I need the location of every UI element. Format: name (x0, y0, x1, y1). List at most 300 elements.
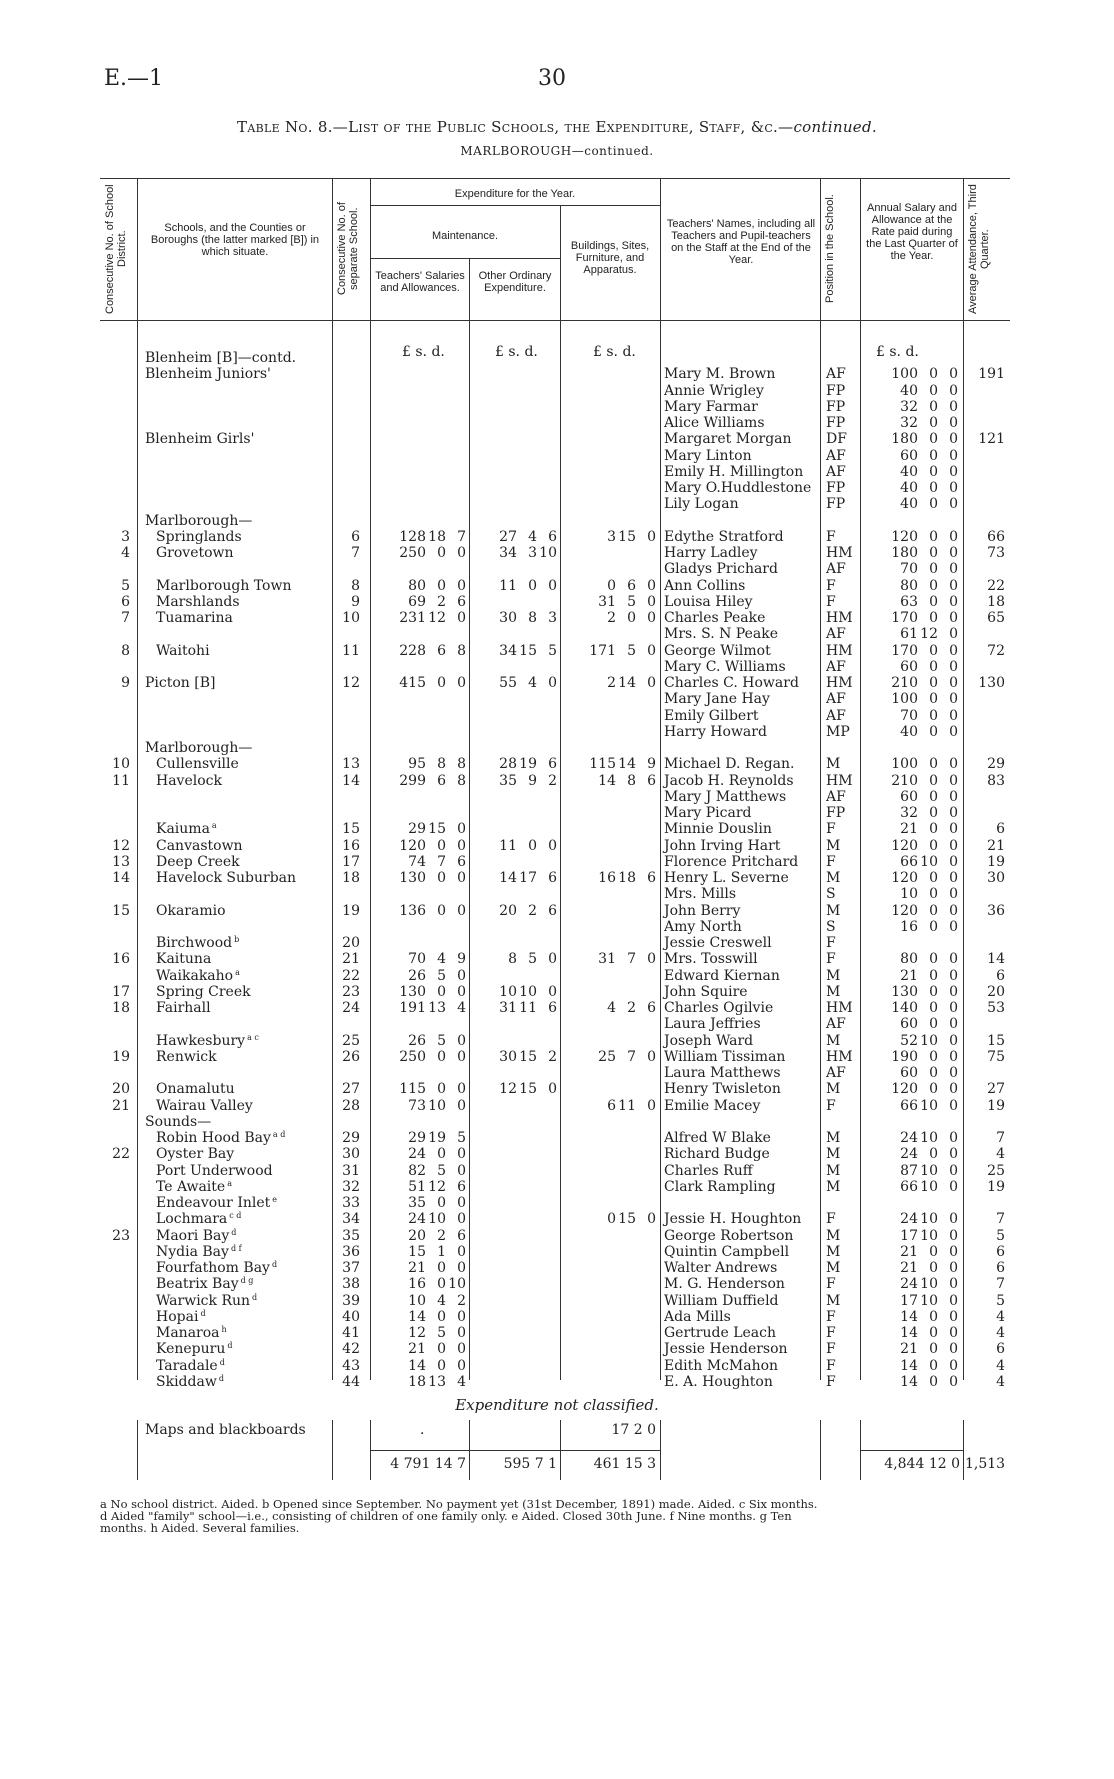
school-number: 18 (342, 870, 360, 886)
annual-salary: 14 0 0 (900, 1357, 958, 1374)
other-expenditure: 28 19 6 (499, 756, 557, 773)
attendance: 4 (996, 1308, 1005, 1325)
school-number: 40 (342, 1308, 360, 1325)
district-number: 11 (112, 772, 130, 789)
other-expenditure: 11 0 0 (499, 837, 557, 854)
annual-salary: 120 0 0 (891, 837, 958, 854)
other-expenditure: 27 4 6 (499, 528, 557, 545)
teacher-name: Michael D. Regan. (664, 756, 795, 773)
school-name: Sounds— (145, 1113, 212, 1130)
annual-salary: 66 10 0 (900, 853, 958, 870)
teachers-salaries: 74 7 6 (408, 853, 466, 870)
teacher-name: Mrs. Tosswill (664, 951, 758, 968)
position: DF (826, 431, 847, 448)
school-name: Havelock (156, 772, 222, 789)
teachers-salaries: 80 0 0 (408, 577, 466, 594)
lsd-header: £ s. d. (876, 344, 919, 360)
col-teachers-names: Teachers' Names, including all Teachers and Pupil-teachers on the Staff at the End of the Year. (666, 218, 816, 266)
col-divider (820, 178, 821, 320)
attendance: 7 (996, 1276, 1005, 1293)
district-number: 15 (112, 902, 130, 919)
buildings-expenditure: 2 0 0 (607, 610, 656, 626)
position: M (826, 837, 841, 854)
district-number: 4 (121, 545, 130, 561)
school-name: Kaituna (156, 951, 212, 968)
position: M (826, 1227, 841, 1244)
teacher-name: Mary Picard (664, 805, 752, 821)
annual-salary: 87 10 0 (900, 1162, 958, 1179)
annual-salary: 40 0 0 (900, 496, 958, 513)
footnote-marker: d g (240, 1276, 254, 1286)
annual-salary: 17 10 0 (900, 1227, 958, 1244)
school-number: 12 (342, 675, 360, 691)
attendance: 7 (996, 1130, 1005, 1146)
teacher-name: Quintin Campbell (664, 1243, 790, 1260)
footnote-marker: d f (230, 1243, 242, 1253)
col-attendance: Average Attendance, Third Quarter. (967, 184, 991, 314)
attendance: 19 (987, 1178, 1005, 1195)
annual-salary: 14 0 0 (900, 1308, 958, 1325)
attendance: 4 (996, 1373, 1005, 1390)
annual-salary: 60 0 0 (900, 658, 958, 675)
teacher-name: Mary Linton (664, 447, 752, 464)
table-subtitle: MARLBOROUGH—continued. (460, 144, 654, 158)
teacher-name: Mary C. Williams (664, 658, 786, 675)
footnote-line: months. h Aided. Several families. (100, 1521, 300, 1535)
teachers-salaries: 250 0 0 (399, 1048, 466, 1065)
other-expenditure: 34 3 10 (499, 545, 557, 561)
attendance: 22 (987, 577, 1005, 594)
teachers-salaries: 10 4 2 (408, 1292, 466, 1309)
col-divider (660, 178, 661, 320)
teachers-salaries: 18 13 4 (408, 1373, 466, 1390)
maps-buildings: 17 2 0 (611, 1422, 656, 1438)
teacher-name: Margaret Morgan (664, 431, 792, 448)
annual-salary: 40 0 0 (900, 463, 958, 480)
col-expenditure: Expenditure for the Year. (454, 188, 576, 200)
position: AF (826, 366, 846, 383)
lsd-header: £ s. d. (495, 344, 538, 360)
position: AF (826, 658, 846, 675)
position: M (826, 1178, 841, 1195)
col-divider (963, 1420, 964, 1480)
school-number: 35 (342, 1227, 360, 1244)
district-number: 5 (121, 577, 130, 594)
school-number: 19 (342, 902, 360, 919)
footnotes (100, 1498, 1010, 1534)
annual-salary: 170 0 0 (891, 610, 958, 626)
attendance: 6 (996, 1260, 1005, 1276)
position: FP (826, 496, 846, 513)
school-name: Marlborough Town (156, 577, 292, 594)
teacher-name: Jacob H. Reynolds (664, 772, 794, 789)
teacher-name: Gladys Prichard (664, 561, 778, 578)
district-number: 14 (112, 870, 130, 886)
teacher-name: George Robertson (664, 1227, 794, 1244)
position: HM (826, 772, 853, 789)
position: M (826, 1243, 841, 1260)
position: M (826, 1162, 841, 1179)
footnote-line: a No school district. Aided. b Opened since September. No payment yet (31st December, 1891) made. Aided. c Six months. (100, 1497, 818, 1511)
maps-other: . (420, 1422, 425, 1438)
annual-salary: 120 0 0 (891, 528, 958, 545)
annual-salary: 40 0 0 (900, 480, 958, 496)
other-expenditure: 55 4 0 (499, 675, 557, 691)
teachers-salaries: 24 0 0 (408, 1146, 466, 1163)
annual-salary: 14 0 0 (900, 1325, 958, 1341)
position: AF (826, 561, 846, 578)
position: AF (826, 447, 846, 464)
district-number: 7 (121, 610, 130, 626)
school-number: 22 (342, 967, 360, 984)
col-divider (820, 1420, 821, 1480)
teachers-salaries: 29 19 5 (408, 1130, 466, 1146)
district-number: 3 (121, 528, 130, 545)
position: HM (826, 1000, 853, 1016)
attendance: 29 (987, 756, 1005, 773)
school-name: Fairhall (156, 1000, 211, 1016)
school-number: 15 (342, 821, 360, 838)
col-position: Position in the School. (824, 194, 836, 304)
annual-salary: 40 0 0 (900, 723, 958, 740)
teacher-name: Alice Williams (664, 415, 765, 431)
teacher-name: George Wilmot (664, 642, 771, 659)
teachers-salaries: 26 5 0 (408, 967, 466, 984)
position: AF (826, 788, 846, 805)
annual-salary: 52 10 0 (900, 1032, 958, 1049)
annual-salary: 80 0 0 (900, 577, 958, 594)
teacher-name: Mary J Matthews (664, 788, 787, 805)
buildings-expenditure: 6 11 0 (607, 1097, 656, 1114)
col-annual-salary: Annual Salary and Allowance at the Rate paid during the Last Quarter of the Year. (866, 202, 958, 262)
annual-salary: 80 0 0 (900, 951, 958, 968)
footnote-marker: a (235, 967, 240, 977)
position: AF (826, 463, 846, 480)
teachers-salaries: 73 10 0 (408, 1097, 466, 1114)
col-divider (560, 320, 561, 1380)
teacher-name: Emily H. Millington (664, 463, 804, 480)
other-expenditure: 8 5 0 (508, 951, 557, 968)
position: FP (826, 805, 846, 821)
buildings-expenditure: 171 5 0 (589, 642, 656, 659)
attendance: 15 (987, 1032, 1005, 1049)
position: F (826, 1097, 836, 1114)
attendance: 7 (996, 1211, 1005, 1228)
other-expenditure: 11 0 0 (499, 577, 557, 594)
school-number: 6 (351, 528, 360, 545)
school-number: 43 (342, 1357, 360, 1374)
teachers-salaries: 51 12 6 (408, 1178, 466, 1195)
teacher-name: Minnie Douslin (664, 821, 772, 838)
annual-salary: 21 0 0 (900, 1341, 958, 1358)
lsd-header: £ s. d. (593, 344, 636, 360)
buildings-expenditure: 0 15 0 (607, 1211, 656, 1228)
teachers-salaries: 299 6 8 (399, 772, 466, 789)
annual-salary: 32 0 0 (900, 415, 958, 431)
maintenance-rule (370, 258, 560, 259)
school-name: Springlands (156, 528, 242, 545)
school-name: Kaiuma (156, 821, 210, 838)
position: HM (826, 642, 853, 659)
school-name: Warwick Run (156, 1292, 251, 1309)
teachers-salaries: 415 0 0 (399, 675, 466, 691)
total-buildings: 461 15 3 (593, 1456, 656, 1472)
school-name: Marlborough— (145, 740, 253, 756)
attendance: 4 (996, 1357, 1005, 1374)
footnote-marker: a (227, 1178, 232, 1188)
buildings-expenditure: 115 14 9 (589, 756, 656, 773)
annual-salary: 100 0 0 (891, 691, 958, 708)
school-number: 24 (342, 1000, 360, 1016)
district-number: 21 (112, 1097, 130, 1114)
teacher-name: Louisa Hiley (664, 593, 753, 610)
position: FP (826, 480, 846, 496)
other-expenditure: 35 9 2 (499, 772, 557, 789)
annual-salary: 63 0 0 (900, 593, 958, 610)
teachers-salaries: 21 0 0 (408, 1341, 466, 1358)
annual-salary: 60 0 0 (900, 1016, 958, 1033)
annual-salary: 17 10 0 (900, 1292, 958, 1309)
attendance: 5 (996, 1292, 1005, 1309)
buildings-expenditure: 2 14 0 (607, 675, 656, 691)
teachers-salaries: 128 18 7 (399, 528, 466, 545)
annual-salary: 21 0 0 (900, 821, 958, 838)
position: M (826, 870, 841, 886)
district-number: 12 (112, 837, 130, 854)
teachers-salaries: 20 2 6 (408, 1227, 466, 1244)
col-school-no: Consecutive No. of separate School. (336, 202, 360, 296)
col-divider (860, 178, 861, 320)
buildings-expenditure: 31 7 0 (598, 951, 656, 968)
teachers-salaries: 16 0 10 (408, 1276, 466, 1293)
school-number: 10 (342, 610, 360, 626)
position: HM (826, 610, 853, 626)
annual-salary: 190 0 0 (891, 1048, 958, 1065)
teacher-name: Mary Jane Hay (664, 691, 770, 708)
position: F (826, 853, 836, 870)
school-number: 13 (342, 756, 360, 773)
annual-salary: 66 10 0 (900, 1097, 958, 1114)
school-number: 28 (342, 1097, 360, 1114)
other-expenditure: 20 2 6 (499, 902, 557, 919)
position: S (826, 886, 836, 903)
teacher-name: Emily Gilbert (664, 707, 759, 724)
table-continued: —continued. (778, 118, 877, 136)
district-number: 20 (112, 1081, 130, 1098)
teacher-name: Henry L. Severne (664, 870, 789, 886)
report-code: E.—1 (104, 66, 164, 91)
position: F (826, 951, 836, 968)
teachers-salaries: 70 4 9 (408, 951, 466, 968)
attendance: 6 (996, 1341, 1005, 1358)
teachers-salaries: 130 0 0 (399, 983, 466, 1000)
school-name: Te Awaite (156, 1178, 226, 1195)
attendance: 14 (987, 951, 1005, 968)
school-number: 42 (342, 1341, 360, 1358)
footnote-marker: e (272, 1195, 277, 1204)
school-number: 44 (342, 1373, 360, 1390)
footnote-marker: d (252, 1292, 258, 1302)
col-divider (963, 320, 964, 1380)
school-number: 29 (342, 1130, 360, 1146)
school-name: Cullensville (156, 756, 239, 773)
teachers-salaries: 29 15 0 (408, 821, 466, 838)
school-name: Kenepuru (156, 1341, 226, 1358)
teacher-name: Henry Twisleton (664, 1081, 781, 1098)
teachers-salaries: 14 0 0 (408, 1357, 466, 1374)
teacher-name: Mrs. Mills (664, 886, 737, 903)
attendance: 25 (987, 1162, 1005, 1179)
buildings-expenditure: 3 15 0 (607, 528, 656, 545)
teacher-name: Charles Peake (664, 610, 766, 626)
col-divider (332, 178, 333, 320)
col-divider (370, 320, 371, 1380)
position: AF (826, 707, 846, 724)
other-expenditure: 30 15 2 (499, 1048, 557, 1065)
school-name: Beatrix Bay (156, 1276, 239, 1293)
school-number: 16 (342, 837, 360, 854)
school-name: Oyster Bay (156, 1146, 235, 1163)
position: F (826, 1308, 836, 1325)
school-number: 25 (342, 1032, 360, 1049)
other-expenditure: 34 15 5 (499, 642, 557, 659)
position: F (826, 1276, 836, 1293)
teacher-name: E. A. Houghton (664, 1373, 773, 1390)
position: M (826, 1081, 841, 1098)
position: FP (826, 415, 846, 431)
lsd-header: £ s. d. (402, 344, 445, 360)
attendance: 19 (987, 1097, 1005, 1114)
school-number: 37 (342, 1260, 360, 1276)
annual-salary: 14 0 0 (900, 1373, 958, 1390)
col-district-no: Consecutive No. of School District. (104, 184, 128, 314)
teacher-name: Richard Budge (664, 1146, 770, 1163)
position: M (826, 967, 841, 984)
footnote-marker: h (221, 1325, 227, 1334)
school-number: 20 (342, 935, 360, 951)
school-number: 9 (351, 593, 360, 610)
col-divider (332, 320, 333, 1380)
teacher-name: Jessie Creswell (664, 935, 772, 951)
buildings-expenditure: 25 7 0 (598, 1048, 656, 1065)
teachers-salaries: 228 6 8 (399, 642, 466, 659)
total-annual-salary: 4,844 12 0 (884, 1456, 960, 1472)
position: AF (826, 1065, 846, 1081)
teacher-name: Clark Rampling (664, 1178, 776, 1195)
attendance: 65 (987, 610, 1005, 626)
position: HM (826, 1048, 853, 1065)
school-name: Fourfathom Bay (156, 1260, 270, 1276)
school-name: Okaramio (156, 902, 226, 919)
school-number: 32 (342, 1178, 360, 1195)
school-name: Blenheim Girls' (145, 431, 255, 448)
position: AF (826, 691, 846, 708)
position: F (826, 935, 836, 951)
annual-salary: 32 0 0 (900, 805, 958, 821)
school-name: Wairau Valley (156, 1097, 253, 1114)
attendance: 19 (987, 853, 1005, 870)
teacher-name: Charles Ogilvie (664, 1000, 774, 1016)
district-number: 8 (121, 642, 130, 659)
teacher-name: Harry Howard (664, 723, 767, 740)
school-name: Canvastown (156, 837, 243, 854)
teachers-salaries: 191 13 4 (399, 1000, 466, 1016)
position: M (826, 756, 841, 773)
col-divider (469, 258, 470, 320)
teacher-name: M. G. Henderson (664, 1276, 785, 1293)
teacher-name: John Squire (664, 983, 748, 1000)
annual-salary: 120 0 0 (891, 902, 958, 919)
annual-salary: 16 0 0 (900, 918, 958, 935)
school-name: Maori Bay (156, 1227, 230, 1244)
position: S (826, 918, 836, 935)
school-name: Picton [B] (145, 675, 216, 691)
school-name: Robin Hood Bay (156, 1130, 271, 1146)
teacher-name: Emilie Macey (664, 1097, 761, 1114)
teacher-name: Gertrude Leach (664, 1325, 776, 1341)
school-number: 38 (342, 1276, 360, 1293)
school-name: Lochmara (156, 1211, 228, 1228)
footnote-marker: d (219, 1357, 225, 1367)
teacher-name: Harry Ladley (664, 545, 758, 561)
annual-salary: 66 10 0 (900, 1178, 958, 1195)
annual-salary: 21 0 0 (900, 967, 958, 984)
teachers-salaries: 14 0 0 (408, 1308, 466, 1325)
position: M (826, 1130, 841, 1146)
table-title (0, 118, 1114, 136)
teacher-name: Edward Kiernan (664, 967, 780, 984)
school-number: 14 (342, 772, 360, 789)
col-schools: Schools, and the Counties or Boroughs (the latter marked [B]) in which situate. (150, 222, 320, 258)
position: AF (826, 1016, 846, 1033)
school-name: Birchwood (156, 935, 233, 951)
position: M (826, 902, 841, 919)
annual-salary: 70 0 0 (900, 707, 958, 724)
footnote-marker: d (218, 1373, 224, 1383)
school-number: 30 (342, 1146, 360, 1163)
col-divider (370, 178, 371, 320)
col-buildings: Buildings, Sites, Furniture, and Apparatus. (570, 240, 650, 276)
district-number: 18 (112, 1000, 130, 1016)
annual-salary: 24 0 0 (900, 1146, 958, 1163)
annual-salary: 60 0 0 (900, 1065, 958, 1081)
col-divider (660, 320, 661, 1380)
position: F (826, 1357, 836, 1374)
teacher-name: William Duffield (664, 1292, 779, 1309)
col-divider (660, 1420, 661, 1480)
school-number: 26 (342, 1048, 360, 1065)
teacher-name: Charles Ruff (664, 1162, 753, 1179)
teacher-name: Joseph Ward (664, 1032, 754, 1049)
school-number: 41 (342, 1325, 360, 1341)
teacher-name: Charles C. Howard (664, 675, 799, 691)
total-other: 595 7 1 (503, 1456, 557, 1472)
position: MP (826, 723, 850, 740)
attendance: 4 (996, 1146, 1005, 1163)
school-number: 23 (342, 983, 360, 1000)
attendance: 75 (987, 1048, 1005, 1065)
school-name: Manaroa (156, 1325, 220, 1341)
district-number: 22 (112, 1146, 130, 1163)
attendance: 6 (996, 967, 1005, 984)
total-attendance: 1,513 (965, 1456, 1006, 1472)
attendance: 30 (987, 870, 1005, 886)
school-name: Waitohi (156, 642, 210, 659)
school-name: Endeavour Inlet (156, 1195, 271, 1211)
position: F (826, 593, 836, 610)
district-number: 23 (112, 1227, 130, 1244)
position: M (826, 1146, 841, 1163)
